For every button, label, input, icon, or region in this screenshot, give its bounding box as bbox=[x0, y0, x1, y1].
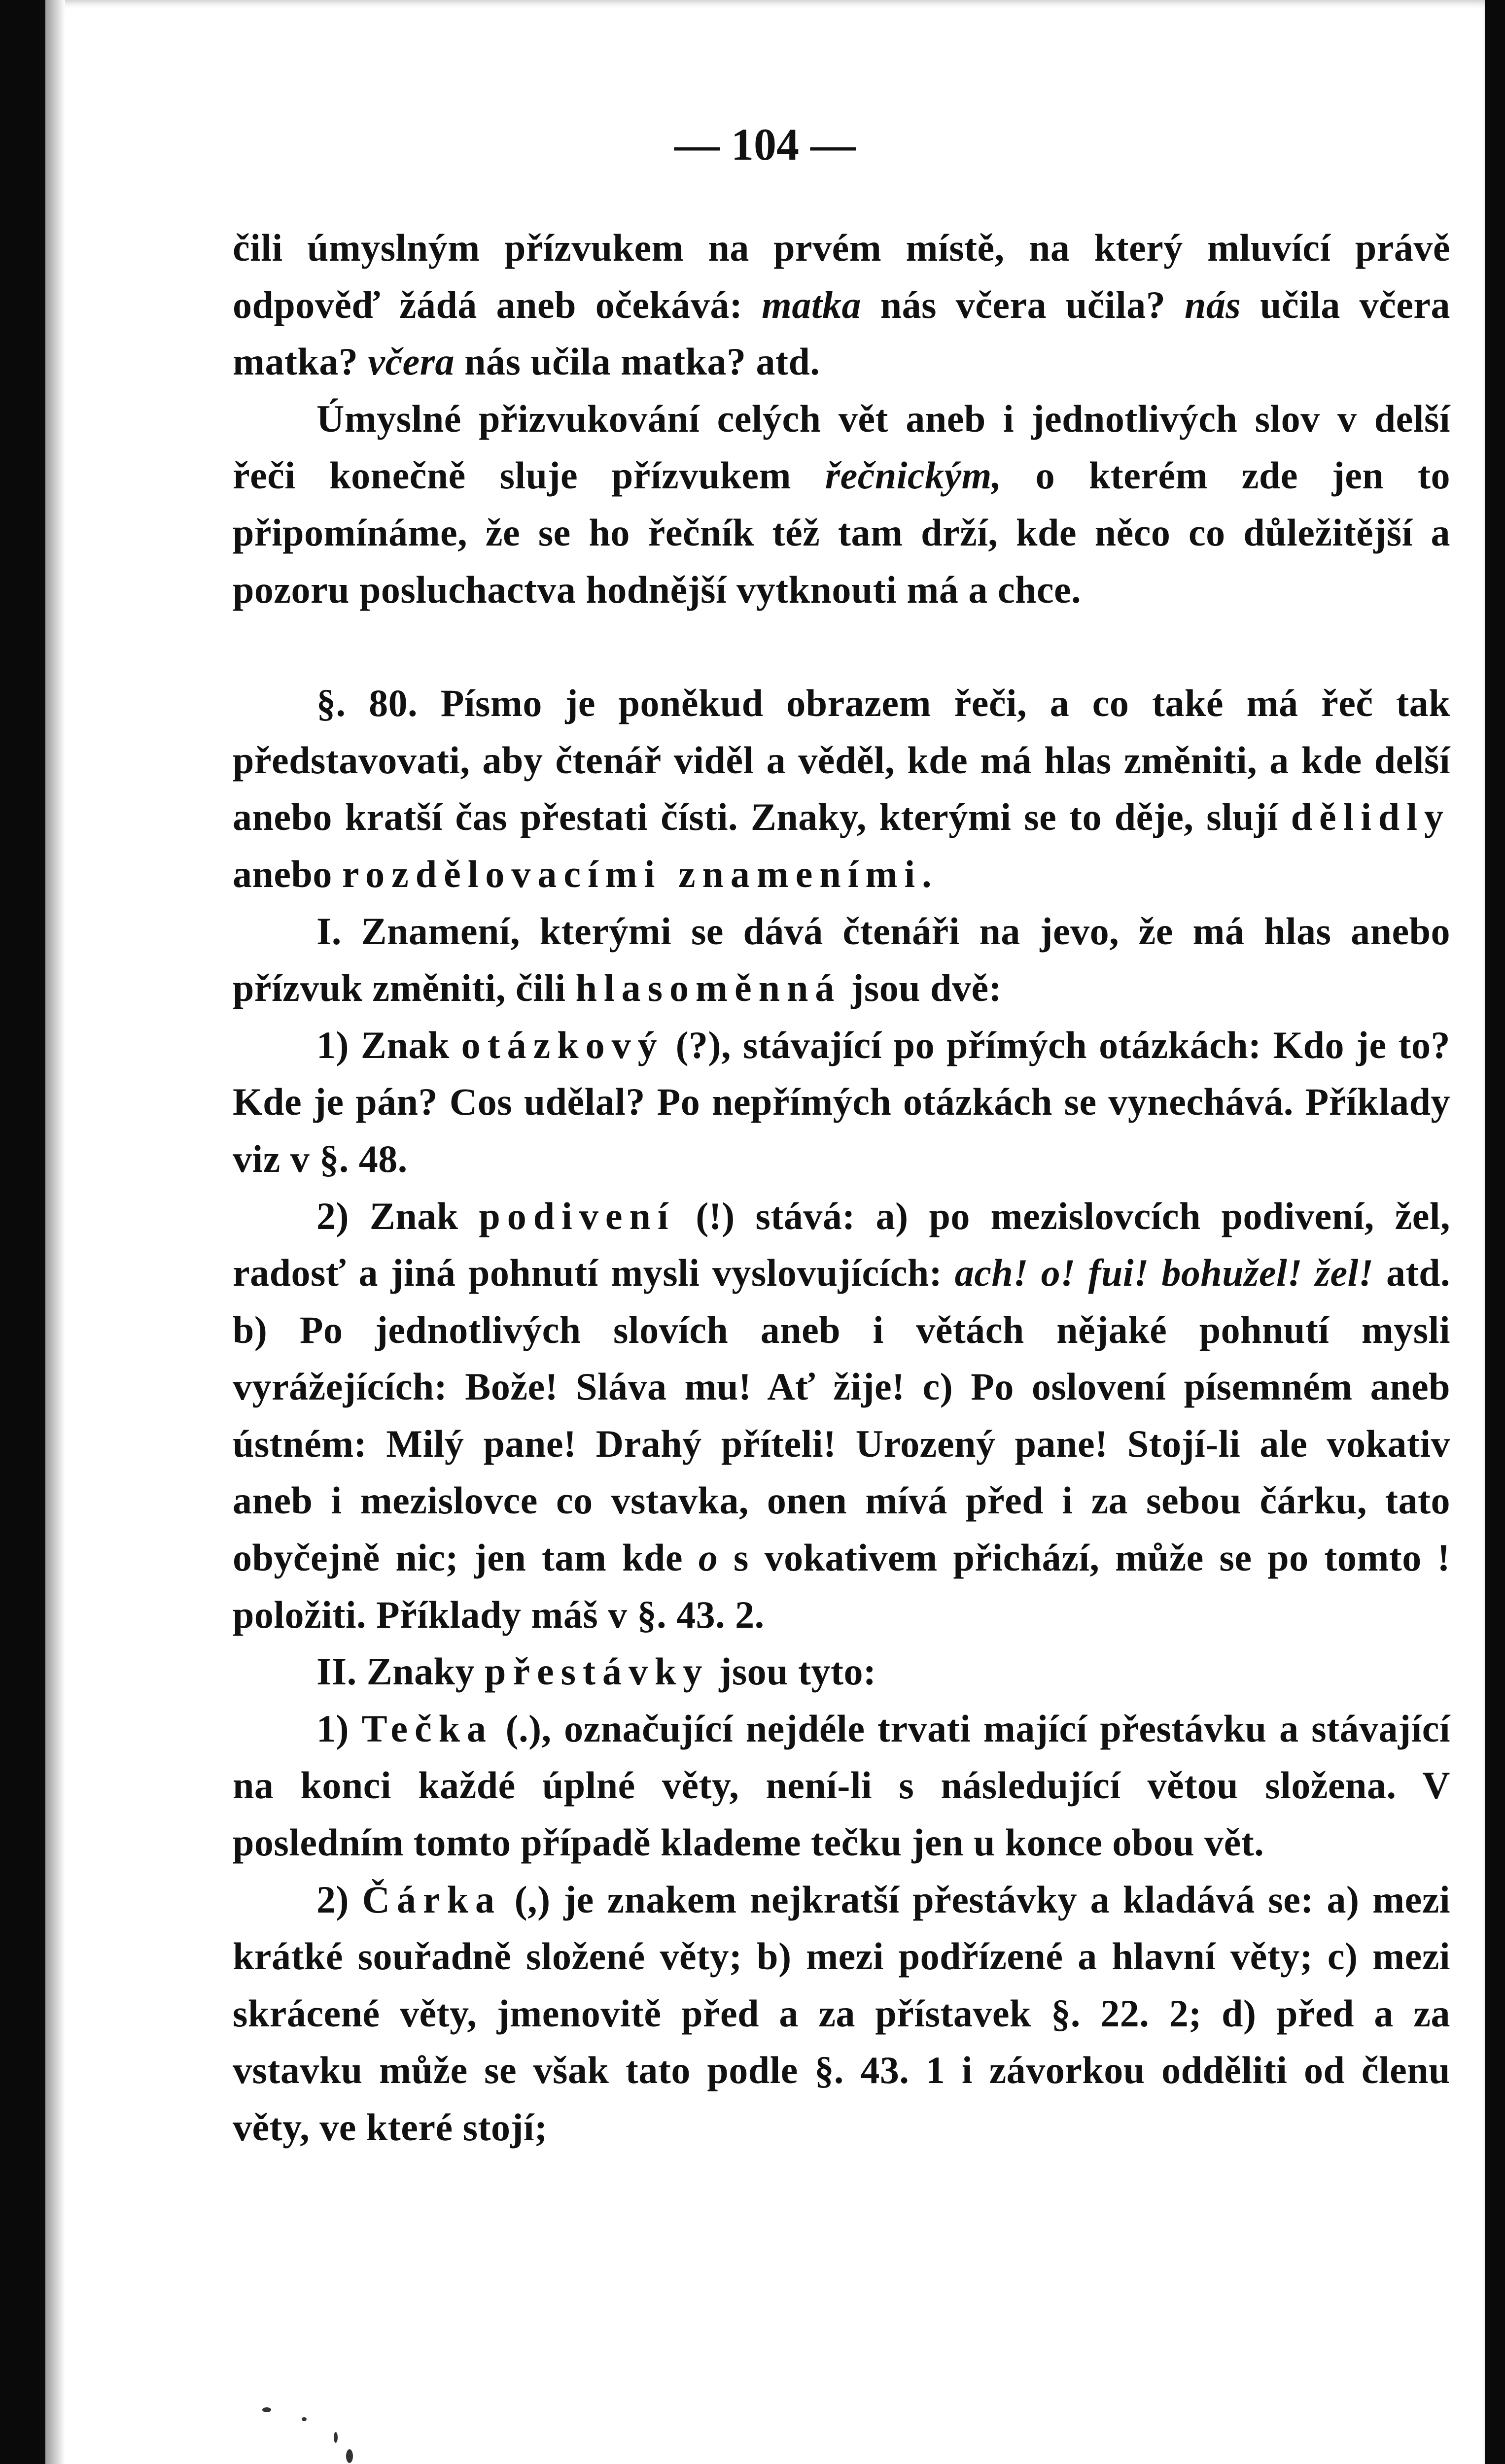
paragraph-7: II. Znaky přestávky jsou tyto: bbox=[316, 1650, 876, 1693]
paragraph-2: Úmyslné přizvukování celých vět aneb i jednotlivých slov v delší řeči konečně sluje přízvukem řečnickým, o kterém zde jen to připomínáme, že se ho řečník též tam drží, kde něco co důležitější a pozoru posluchactva hodnější vytknouti má a chce. bbox=[233, 397, 1450, 611]
paragraph-8: 1) Tečka (.), označující nejdéle trvati mající přestávku a stávající na konci každé úplné věty, není-li s následující větou složena. V posledním tomto případě klademe tečku jen u konce obou vět. bbox=[233, 1707, 1450, 1864]
paragraph-gap bbox=[233, 618, 1450, 675]
body-text bbox=[233, 219, 1450, 2156]
page-shadow-edge bbox=[45, 0, 65, 2464]
ink-speck bbox=[302, 2417, 307, 2421]
book-page bbox=[45, 0, 1485, 2464]
page-number-header: — 104 — bbox=[674, 119, 856, 170]
paragraph-6: 2) Znak podivení (!) stává: a) po mezislovcích podivení, žel, radosť a jiná pohnutí mysli vyslovujících: ach! o! fui! bohužel! žel! atd. b) Po jednotlivých slovích aneb i větách nějaké pohnutí mysli vyrážejících: Bože! Sláva mu! Ať žije! c) Po oslovení písemném aneb ústném: Milý pane! Drahý příteli! Urozený pane! Stojí-li ale vokativ aneb i mezislovce co vstavka, onen mívá před i za sebou čárku, tato obyčejně nic; jen tam kde o s vokativem přichází, může se po tomto ! položiti. Příklady máš v §. 43. 2. bbox=[233, 1194, 1450, 1636]
section-80-paragraph: §. 80. Písmo je poněkud obrazem řeči, a co také má řeč tak představovati, aby čtenář viděl a věděl, kde má hlas změniti, a kde delší anebo kratší čas přestati čísti. Znaky, kterými se to děje, slují dělidly anebo rozdělovacími znameními. bbox=[233, 682, 1450, 895]
ink-speck bbox=[262, 2407, 271, 2412]
paragraph-5: 1) Znak otázkový (?), stávající po přímých otázkách: Kdo je to? Kde je pán? Cos udělal? Po nepřímých otázkách se vynechává. Příklady viz v §. 48. bbox=[233, 1023, 1451, 1180]
ink-speck bbox=[334, 2432, 338, 2443]
paragraph-9: 2) Čárka (,) je znakem nejkratší přestávky a kladává se: a) mezi krátké souřadně složené věty; b) mezi podřízené a hlavní věty; c) mezi skrácené věty, jmenovitě před a za přístavek §. 22. 2; d) před a za vstavku může se však tato podle §. 43. 1 i závorkou odděliti od členu věty, ve které stojí; bbox=[233, 1878, 1450, 2149]
ink-speck bbox=[346, 2449, 353, 2463]
paragraph-4: I. Znamení, kterými se dává čtenáři na jevo, že má hlas anebo přízvuk změniti, čili hlasoměnná jsou dvě: bbox=[233, 909, 1450, 1010]
paragraph-1: čili úmyslným přízvukem na prvém místě, na který mluvící právě odpověď žádá aneb očekává: matka nás včera učila? nás učila včera matka? včera nás učila matka? atd. bbox=[233, 226, 1451, 383]
